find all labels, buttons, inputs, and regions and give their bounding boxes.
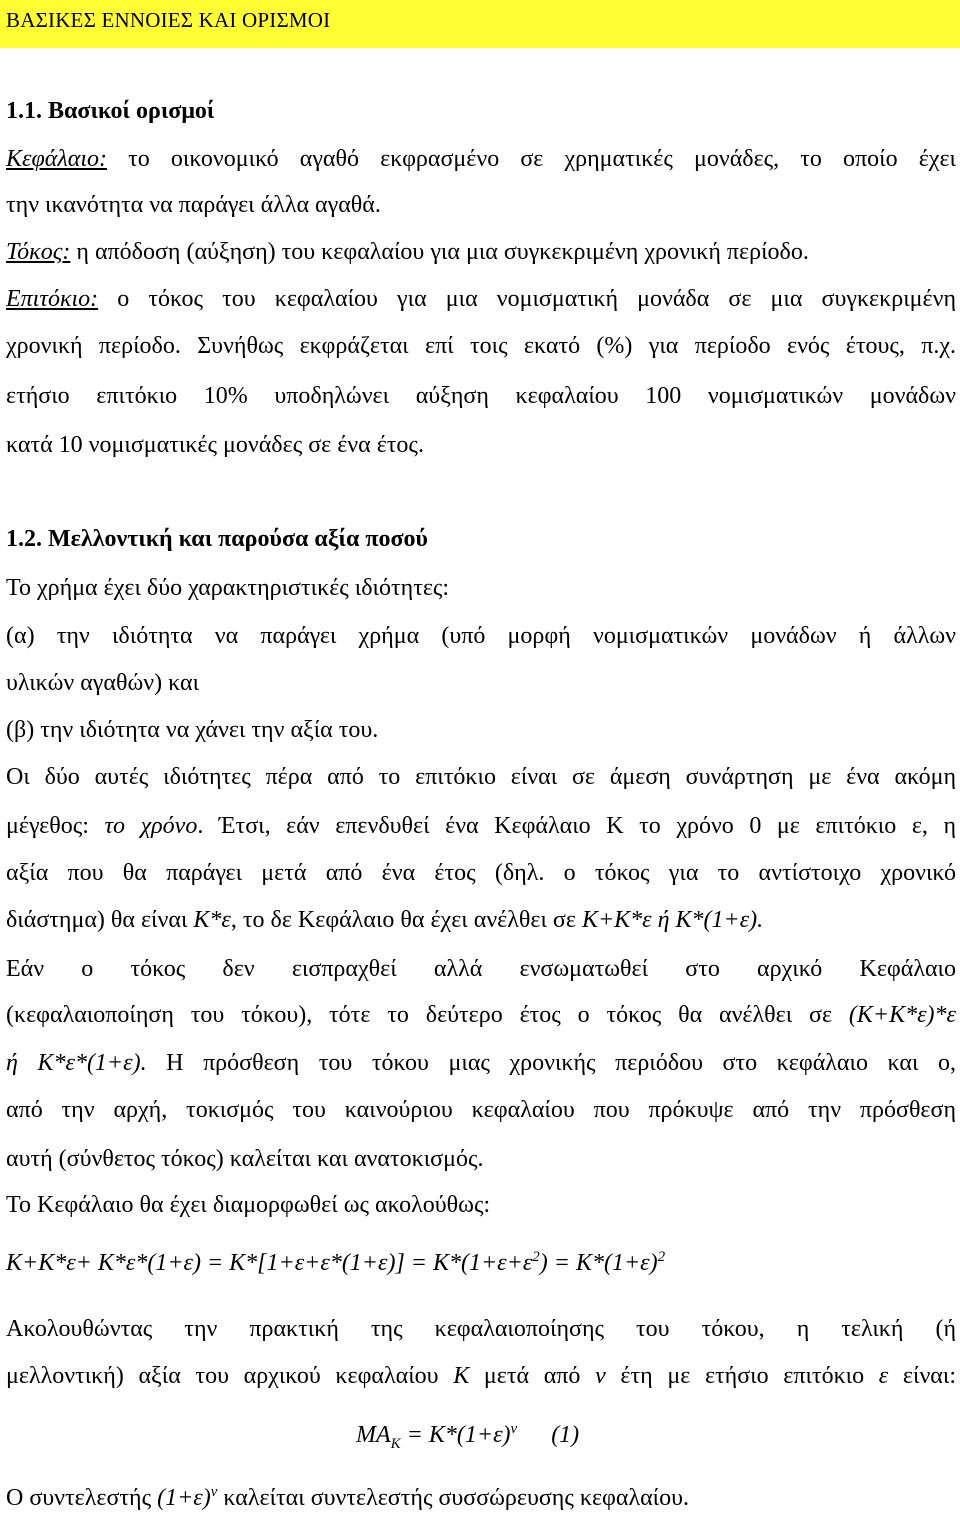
math-expression: (1+ε)	[157, 1485, 211, 1511]
paragraph-line	[6, 1048, 956, 1078]
paragraph-line: αξία που θα παράγει μετά από ένα έτος (δηλ. ο τόκος για το αντίστοιχο χρονικό	[6, 860, 956, 886]
formula-part: = Κ*(1+ε)	[400, 1422, 511, 1448]
definition-interest	[6, 237, 956, 267]
math-expression: Κ+Κ*ε ή Κ*(1+ε).	[581, 907, 764, 933]
text-span: Η πρόσθεση του τόκου μιας χρονικής περιόδου στο κεφάλαιο και ο,	[146, 1050, 956, 1076]
math-expression: Κ*ε	[193, 907, 231, 933]
text-span: (κεφαλαιοποίηση του τόκου), τότε το δεύτερο έτος ο τόκος θα ανέλθει σε	[6, 1002, 849, 1028]
section-heading-1-2: 1.2. Μελλοντική και παρούσα αξία ποσού	[6, 526, 429, 552]
text-span: διάστημα) θα είναι	[6, 907, 194, 933]
paragraph-line: Το χρήμα έχει δύο χαρακτηριστικές ιδιότητες:	[6, 575, 450, 601]
paragraph-line	[6, 905, 956, 935]
paragraph-line: Ακολουθώντας την πρακτική της κεφαλαιοποίησης του τόκου, η τελική (ή	[6, 1316, 956, 1342]
math-expression: (Κ+Κ*ε)*ε	[848, 1002, 956, 1028]
page-title: ΒΑΣΙΚΕΣ ΕΝΝΟΙΕΣ ΚΑΙ ΟΡΙΣΜΟΙ	[6, 8, 331, 32]
emphasis-time: το χρόνο	[104, 813, 198, 839]
formula-superscript: ν	[510, 1421, 518, 1437]
term-capital: Κεφάλαιο:	[6, 146, 107, 172]
term-rate: Επιτόκιο:	[6, 286, 99, 312]
paragraph-line	[6, 1361, 956, 1391]
term-interest: Τόκος:	[6, 239, 71, 265]
paragraph-line	[6, 811, 956, 841]
formula-subscript: Κ	[390, 1435, 401, 1452]
definition-rate-line3: ετήσιο επιτόκιο 10% υποδηλώνει αύξηση κεφαλαίου 100 νομισματικών μονάδων	[6, 383, 956, 409]
math-expression: ή Κ*ε*(1+ε).	[6, 1050, 147, 1076]
formula-superscript: ν	[210, 1484, 218, 1500]
math-symbol: ε	[878, 1363, 889, 1389]
section-heading-1-1: 1.1. Βασικοί ορισμοί	[6, 98, 215, 124]
text-span: μετά από	[469, 1363, 596, 1389]
formula-part: Κ+Κ*ε+ Κ*ε*(1+ε) = Κ*[1+ε+ε*(1+ε)] = Κ*(1+ε+ε	[6, 1250, 533, 1276]
paragraph-line	[6, 1000, 956, 1030]
formula-superscript: 2	[657, 1249, 666, 1265]
text-span: , το δε Κεφάλαιο θα έχει ανέλθει σε	[230, 907, 582, 933]
definition-rate-line4: κατά 10 νομισματικές μονάδες σε ένα έτος.	[6, 432, 424, 458]
text-span: καλείται συντελεστής συσσώρευσης κεφαλαίου.	[217, 1485, 690, 1511]
text-span: . Έτσι, εάν επενδυθεί ένα Κεφάλαιο Κ το χρόνο 0 με επιτόκιο ε, η	[197, 813, 957, 839]
formula-part: ΜΑ	[356, 1422, 391, 1448]
formula-future-value	[356, 1420, 756, 1450]
text-span: έτη με ετήσιο επιτόκιο	[605, 1363, 879, 1389]
formula-number: (1)	[551, 1422, 580, 1448]
definition-rate-line2: χρονική περίοδο. Συνήθως εκφράζεται επί τοις εκατό (%) για περίοδο ενός έτους, π.χ.	[6, 333, 956, 359]
text-span: μελλοντική) αξία του αρχικού κεφαλαίου	[6, 1363, 454, 1389]
text-span: Ο συντελεστής	[6, 1485, 158, 1511]
paragraph-line	[6, 1483, 956, 1513]
paragraph-line: Εάν ο τόκος δεν εισπραχθεί αλλά ενσωματωθεί στο αρχικό Κεφάλαιο	[6, 956, 956, 982]
paragraph-line: από την αρχή, τοκισμός του καινούριου κεφαλαίου που πρόκυψε από την πρόσθεση	[6, 1097, 956, 1123]
formula-superscript: 2	[532, 1249, 540, 1265]
definition-capital-text: το οικονομικό αγαθό εκφρασμένο σε χρηματικές μονάδες, το οποίο έχει	[107, 146, 956, 172]
paragraph-line: (α) την ιδιότητα να παράγει χρήμα (υπό μορφή νομισματικών μονάδων ή άλλων	[6, 623, 956, 649]
formula-part: ) = Κ*(1+ε)	[539, 1250, 658, 1276]
formula-compound	[6, 1248, 956, 1278]
header-band	[0, 0, 960, 48]
math-symbol: Κ	[453, 1363, 470, 1389]
definition-capital	[6, 144, 956, 174]
paragraph-line: Το Κεφάλαιο θα έχει διαμορφωθεί ως ακολούθως:	[6, 1192, 491, 1218]
definition-capital-cont: την ικανότητα να παράγει άλλα αγαθά.	[6, 192, 381, 218]
definition-rate	[6, 284, 956, 314]
text-span: μέγεθος:	[6, 813, 105, 839]
text-span: είναι:	[888, 1363, 956, 1389]
math-symbol: ν	[595, 1363, 606, 1389]
paragraph-line: Οι δύο αυτές ιδιότητες πέρα από το επιτόκιο είναι σε άμεση συνάρτηση με ένα ακόμη	[6, 764, 956, 790]
paragraph-line: αυτή (σύνθετος τόκος) καλείται και ανατοκισμός.	[6, 1146, 484, 1172]
definition-rate-text: ο τόκος του κεφαλαίου για μια νομισματική μονάδα σε μια συγκεκριμένη	[98, 286, 956, 312]
definition-interest-text: η απόδοση (αύξηση) του κεφαλαίου για μια συγκεκριμένη χρονική περίοδο.	[70, 239, 809, 265]
paragraph-line: (β) την ιδιότητα να χάνει την αξία του.	[6, 717, 379, 743]
paragraph-line: υλικών αγαθών) και	[6, 670, 200, 696]
